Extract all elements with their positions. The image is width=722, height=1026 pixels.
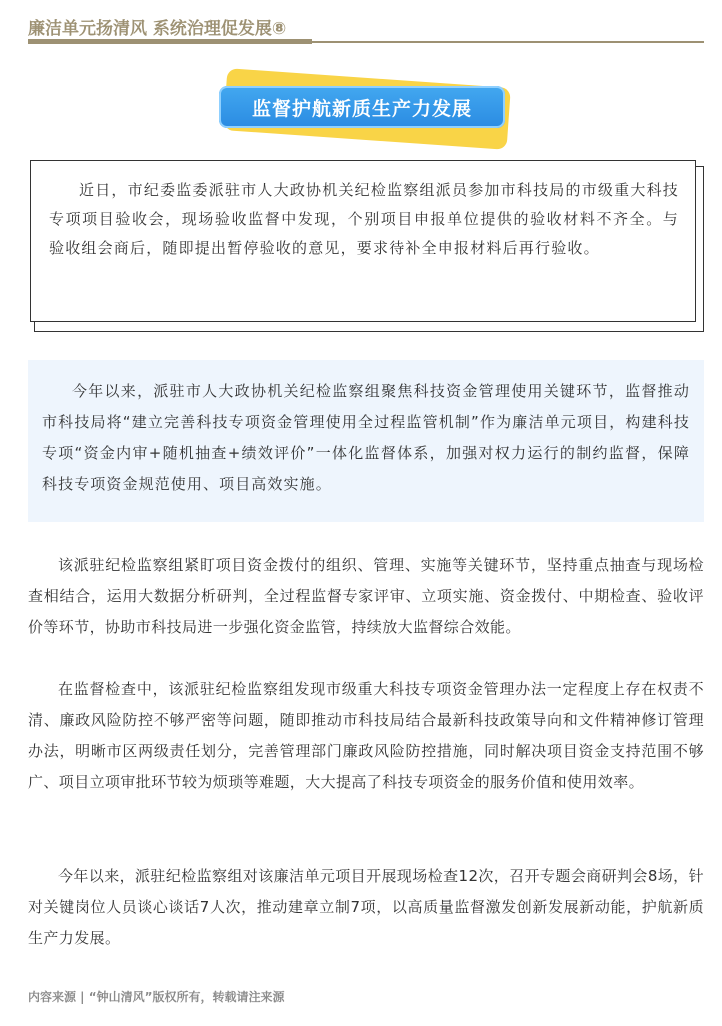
title-banner — [219, 76, 511, 146]
body-paragraph: 该派驻纪检监察组紧盯项目资金拨付的组织、管理、实施等关键环节，坚持重点抽查与现场检查相结合，运用大数据分析研判，全过程监督专家评审、立项实施、资金拨付、中期检查、验收评价等环节，协助市科技局进一步强化资金监管，持续放大监督综合效能。 — [28, 556, 704, 636]
intro-box — [30, 160, 706, 335]
series-rule — [312, 41, 704, 43]
highlight-paragraph: 今年以来，派驻市人大政协机关纪检监察组聚焦科技资金管理使用关键环节，监督推动市科技局将“建立完善科技专项资金管理使用全过程监管机制”作为廉洁单元项目，构建科技专项“资金内审+随机抽查+绩效评价”一体化监督体系，加强对权力运行的制约监督，保障科技专项资金规范使用、项目高效实施。 — [42, 382, 690, 493]
banner-plate — [219, 86, 505, 128]
article-title: 监督护航新质生产力发展 — [251, 97, 472, 120]
series-header — [28, 8, 704, 48]
body-paragraph: 在监督检查中，该派驻纪检监察组发现市级重大科技专项资金管理办法一定程度上存在权责不清、廉政风险防控不够严密等问题，随即推动市科技局结合最新科技政策导向和文件精神修订管理办法，明晰市区两级责任划分，完善管理部门廉政风险防控措施，同时解决项目资金支持范围不够广、项目立项审批环节较为烦琐等难题，大大提高了科技专项资金的服务价值和使用效率。 — [28, 680, 704, 791]
source-note: 内容来源 | “钟山清风”版权所有，转载请注来源 — [28, 990, 285, 1004]
intro-paragraph: 近日，市纪委监委派驻市人大政协机关纪检监察组派员参加市科技局的市级重大科技专项项目验收会，现场验收监督中发现，个别项目申报单位提供的验收材料不齐全。与验收组会商后，随即提出暂停验收的意见，要求待补全申报材料后再行验收。 — [49, 181, 679, 257]
series-title: 廉洁单元扬清风 系统治理促发展⑧ — [28, 19, 287, 39]
series-underline — [28, 39, 312, 44]
intro-box-frame — [30, 160, 696, 322]
body-paragraph: 今年以来，派驻纪检监察组对该廉洁单元项目开展现场检查12次，召开专题会商研判会8场，针对关键岗位人员谈心谈话7人次，推动建章立制7项，以高质量监督激发创新发展新动能，护航新质生产力发展。 — [28, 867, 704, 947]
highlight-section — [28, 360, 704, 522]
